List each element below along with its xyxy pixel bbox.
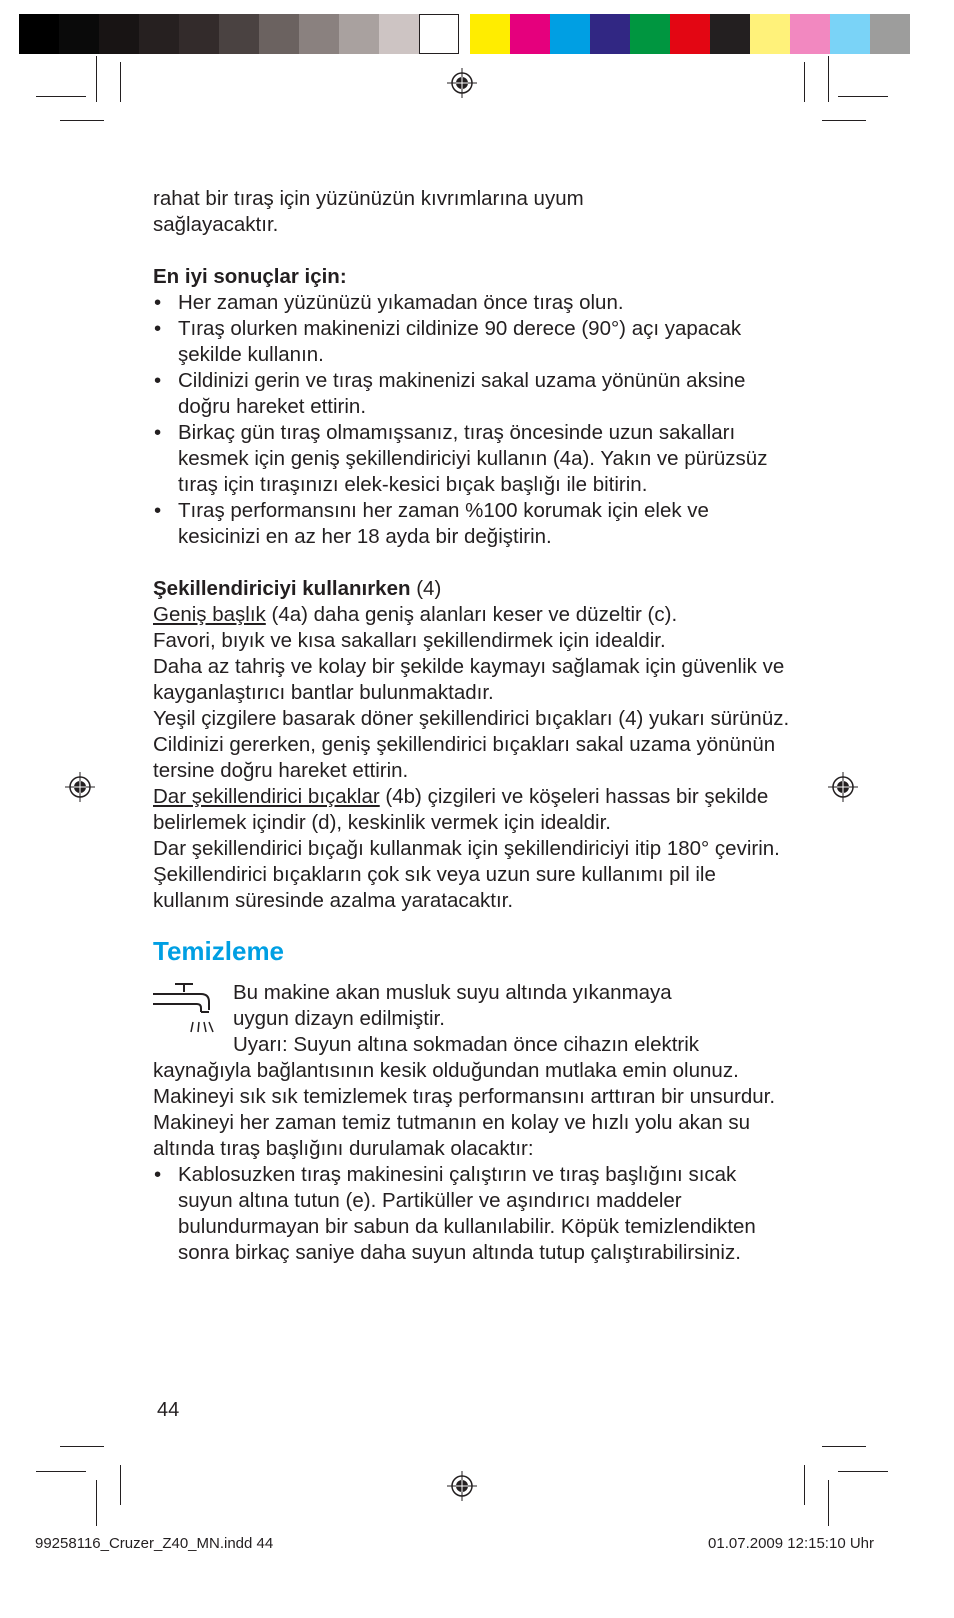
color-swatch [59, 14, 99, 54]
wide-head-text: (4a) daha geniş alanları keser ve düzeltir (c). [265, 603, 678, 626]
color-swatch [750, 14, 790, 54]
grayscale-calibration-bar [19, 14, 459, 54]
cleaning-body: kaynağıyla bağlantısının kesik olduğundan mutlaka emin olunuz. Makineyi sık sık temizlemek tıraş performansını arttıran bir unsurdur. Makineyi her zaman temiz tutmanın en kolay ve hızlı yolu akan su altında tıraş başlığını durulamak olacaktır: [153, 1059, 776, 1160]
registration-mark-icon [447, 1471, 477, 1501]
water-tap-icon [153, 982, 215, 1038]
color-swatch [99, 14, 139, 54]
color-swatch [259, 14, 299, 54]
color-calibration-bar [470, 14, 910, 54]
color-swatch [510, 14, 550, 54]
paragraph: Şekillendirici bıçakların çok sık veya uzun sure kullanımı pil ile kullanım süresinde azalma yaratacaktır. [153, 863, 716, 912]
page-content [153, 186, 793, 1266]
best-results-heading: En iyi sonuçlar için: [153, 265, 347, 288]
list-item: • Tıraş performansını her zaman %100 korumak için elek ve kesicinizi en az her 18 ayda bir değiştirin. [153, 498, 793, 550]
footer-filename: 99258116_Cruzer_Z40_MN.indd 44 [35, 1535, 274, 1552]
footer-datetime: 01.07.2009 12:15:10 Uhr [708, 1535, 874, 1552]
color-swatch [590, 14, 630, 54]
intro-line: rahat bir tıraş için yüzünüzün kıvrımlarına uyum [153, 187, 584, 210]
registration-mark-icon [447, 68, 477, 98]
paragraph: Cildinizi gererken, geniş şekillendirici bıçakları sakal uzama yönünün tersine doğru hareket ettirin. [153, 733, 776, 782]
wide-head-label: Geniş başlık [153, 603, 266, 626]
color-swatch [550, 14, 590, 54]
list-item: • Tıraş olurken makinenizi cildinize 90 derece (90°) açı yapacak şekilde kullanın. [153, 316, 793, 368]
paragraph: Yeşil çizgilere basarak döner şekillendirici bıçakları (4) yukarı sürünüz. [153, 707, 790, 730]
cleaning-warning: Uyarı: Suyun altına sokmadan önce cihazın elektrik [233, 1033, 700, 1056]
color-swatch [630, 14, 670, 54]
color-swatch [670, 14, 710, 54]
color-swatch [19, 14, 59, 54]
color-swatch [219, 14, 259, 54]
color-swatch [139, 14, 179, 54]
color-swatch [299, 14, 339, 54]
styler-heading [153, 576, 793, 602]
color-swatch [710, 14, 750, 54]
color-swatch [870, 14, 910, 54]
narrow-blades-text: (4b) çizgileri ve köşeleri hassas bir şekilde belirlemek içindir (d), keskinlik vermek için idealdir. [153, 785, 769, 834]
best-results-list [153, 290, 793, 550]
narrow-blades-label: Dar şekillendirici bıçaklar [153, 785, 380, 808]
list-item: • Kablosuzken tıraş makinesini çalıştırın ve tıraş başlığını sıcak suyun altına tutun (e). Partiküller ve aşındırıcı maddeler bulundurmayan bir sabun da kullanılabilir. Köpük temizlendikten sonra birkaç saniye daha suyun altında tutup çalıştırabilirsiniz. [153, 1162, 793, 1266]
cleaning-line: uygun dizayn edilmiştir. [233, 1007, 445, 1030]
cleaning-title: Temizleme [153, 936, 285, 966]
page-number: 44 [157, 1399, 180, 1421]
color-swatch [470, 14, 510, 54]
color-swatch [179, 14, 219, 54]
list-item: • Her zaman yüzünüzü yıkamadan önce tıraş olun. [153, 290, 793, 316]
cleaning-list [153, 1162, 793, 1266]
registration-mark-icon [65, 772, 95, 802]
list-item: • Cildinizi gerin ve tıraş makinenizi sakal uzama yönünün aksine doğru hareket ettirin. [153, 368, 793, 420]
narrow-blades-paragraph [153, 784, 793, 836]
cleaning-line: Bu makine akan musluk suyu altında yıkanmaya [233, 981, 672, 1004]
color-swatch [339, 14, 379, 54]
list-item: • Birkaç gün tıraş olmamışsanız, tıraş öncesinde uzun sakalları kesmek için geniş şekillendiriciyi kullanın (4a). Yakın ve pürüzsüz tıraş için tıraşınızı elek-kesici bıçak başlığı ile bitirin. [153, 420, 793, 498]
paragraph: Favori, bıyık ve kısa sakalları şekillendirmek için idealdir. [153, 629, 666, 652]
paragraph: Daha az tahriş ve kolay bir şekilde kaymayı sağlamak için güvenlik ve kayganlaştırıcı bantlar bulunmaktadır. [153, 655, 785, 704]
color-swatch [419, 14, 459, 54]
color-swatch [379, 14, 419, 54]
paragraph: Dar şekillendirici bıçağı kullanmak için şekillendiriciyi itip 180° çevirin. [153, 837, 780, 860]
intro-line: sağlayacaktır. [153, 213, 279, 236]
styler-heading-text: Şekillendiriciyi kullanırken [153, 577, 411, 600]
color-swatch [830, 14, 870, 54]
styler-heading-ref: (4) [410, 577, 442, 600]
color-swatch [790, 14, 830, 54]
cleaning-intro [153, 980, 793, 1058]
registration-mark-icon [828, 772, 858, 802]
wide-head-paragraph [153, 602, 793, 628]
